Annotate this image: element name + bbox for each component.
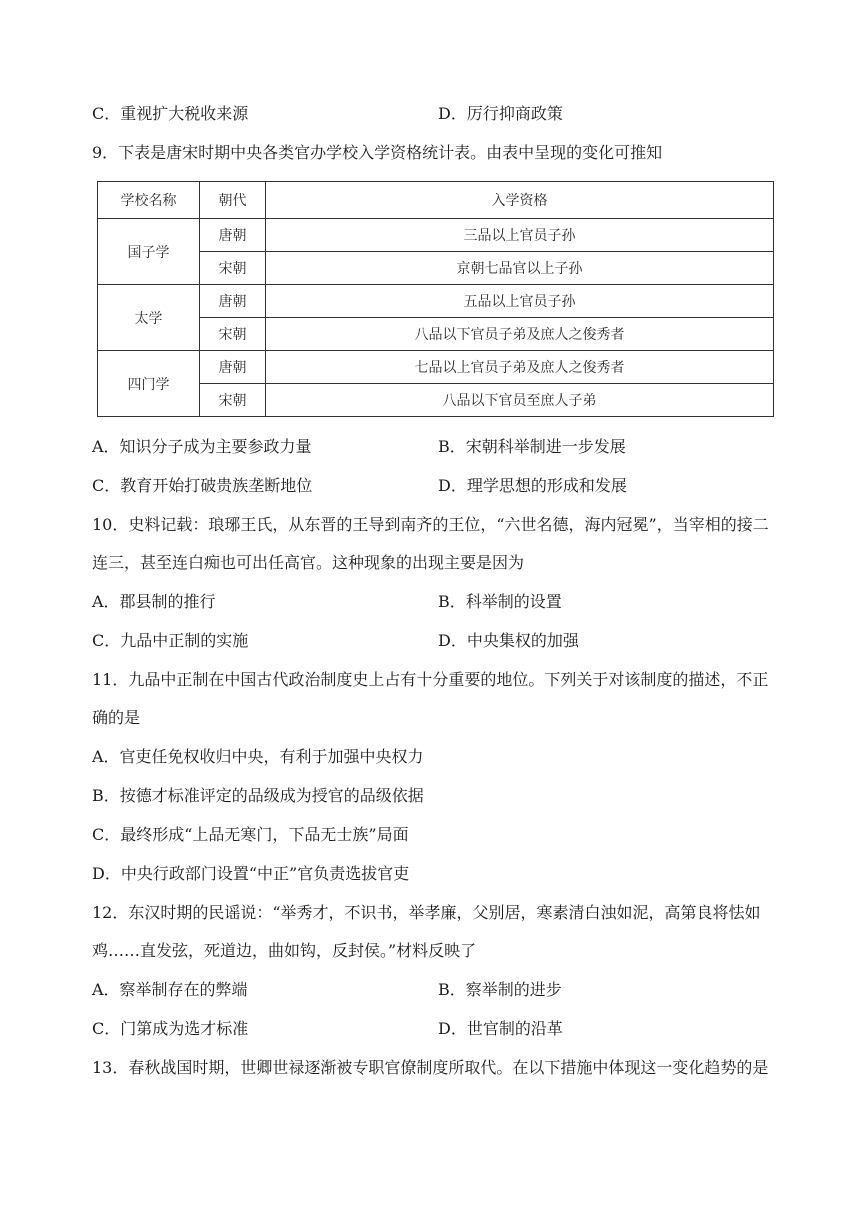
table-row [98, 285, 774, 318]
q10-stem: 10．史料记载：琅琊王氏，从东晋的王导到南齐的王位，“六世名德，海内冠冕”，当宰相的接二连三，甚至连白痴也可出任高官。这种现象的出现主要是因为 [92, 515, 769, 572]
table-row [98, 384, 774, 417]
q12-option-c: C．门第成为选才标准 [92, 1019, 249, 1038]
header-school: 学校名称 [98, 182, 200, 219]
q11-option-a: A．官吏任免权收归中央，有利于加强中央权力 [92, 747, 424, 766]
q11-option-b: B．按德才标准评定的品级成为授官的品级依据 [92, 786, 424, 805]
dynasty-cell: 唐朝 [200, 285, 266, 318]
q10-option-d: D．中央集权的加强 [438, 631, 579, 650]
qualification-cell: 五品以上官员子孙 [266, 285, 774, 318]
q13-stem: 13．春秋战国时期，世卿世禄逐渐被专职官僚制度所取代。在以下措施中体现这一变化趋势的是 [92, 1058, 769, 1077]
q11-stem: 11．九品中正制在中国古代政治制度史上占有十分重要的地位。下列关于对该制度的描述，不正确的是 [92, 670, 769, 727]
q12-stem: 12．东汉时期的民谣说：“举秀才，不识书，举孝廉，父别居，寒素清白浊如泥，高第良将怯如鸡……直发弦，死道边，曲如钩，反封侯。”材料反映了 [92, 903, 761, 960]
q12-option-d: D．世官制的沿革 [438, 1019, 563, 1038]
q10-option-b: B．科举制的设置 [438, 592, 562, 611]
q11-option-d: D．中央行政部门设置“中正”官负责选拔官吏 [92, 864, 410, 883]
qualification-cell: 京朝七品官以上子孙 [266, 252, 774, 285]
table-row [98, 351, 774, 384]
q10-option-c: C．九品中正制的实施 [92, 631, 249, 650]
q9-option-b: B．宋朝科举制进一步发展 [438, 437, 626, 456]
q12-option-a: A．察举制存在的弊端 [92, 980, 248, 999]
dynasty-cell: 唐朝 [200, 219, 266, 252]
q9-option-a: A．知识分子成为主要参政力量 [92, 437, 312, 456]
enrollment-table [97, 181, 774, 417]
qualification-cell: 七品以上官员子弟及庶人之俊秀者 [266, 351, 774, 384]
q8-option-d: D．厉行抑商政策 [438, 104, 563, 123]
table-row [98, 252, 774, 285]
q8-option-c: C．重视扩大税收来源 [92, 104, 249, 123]
q9-stem: 9．下表是唐宋时期中央各类官办学校入学资格统计表。由表中呈现的变化可推知 [92, 143, 663, 162]
q9-option-d: D．理学思想的形成和发展 [438, 476, 627, 495]
qualification-cell: 八品以下官员至庶人子弟 [266, 384, 774, 417]
q12-option-b: B．察举制的进步 [438, 980, 562, 999]
school-cell: 四门学 [98, 351, 200, 417]
q10-option-a: A．郡县制的推行 [92, 592, 216, 611]
school-cell: 太学 [98, 285, 200, 351]
q9-option-c: C．教育开始打破贵族垄断地位 [92, 476, 313, 495]
table-header-row [98, 182, 774, 219]
dynasty-cell: 宋朝 [200, 384, 266, 417]
header-qualification: 入学资格 [266, 182, 774, 219]
table-row [98, 219, 774, 252]
q11-option-c: C．最终形成“上品无寒门，下品无士族”局面 [92, 825, 409, 844]
dynasty-cell: 宋朝 [200, 252, 266, 285]
table-row [98, 318, 774, 351]
qualification-cell: 八品以下官员子弟及庶人之俊秀者 [266, 318, 774, 351]
dynasty-cell: 宋朝 [200, 318, 266, 351]
school-cell: 国子学 [98, 219, 200, 285]
qualification-cell: 三品以上官员子孙 [266, 219, 774, 252]
header-dynasty: 朝代 [200, 182, 266, 219]
dynasty-cell: 唐朝 [200, 351, 266, 384]
